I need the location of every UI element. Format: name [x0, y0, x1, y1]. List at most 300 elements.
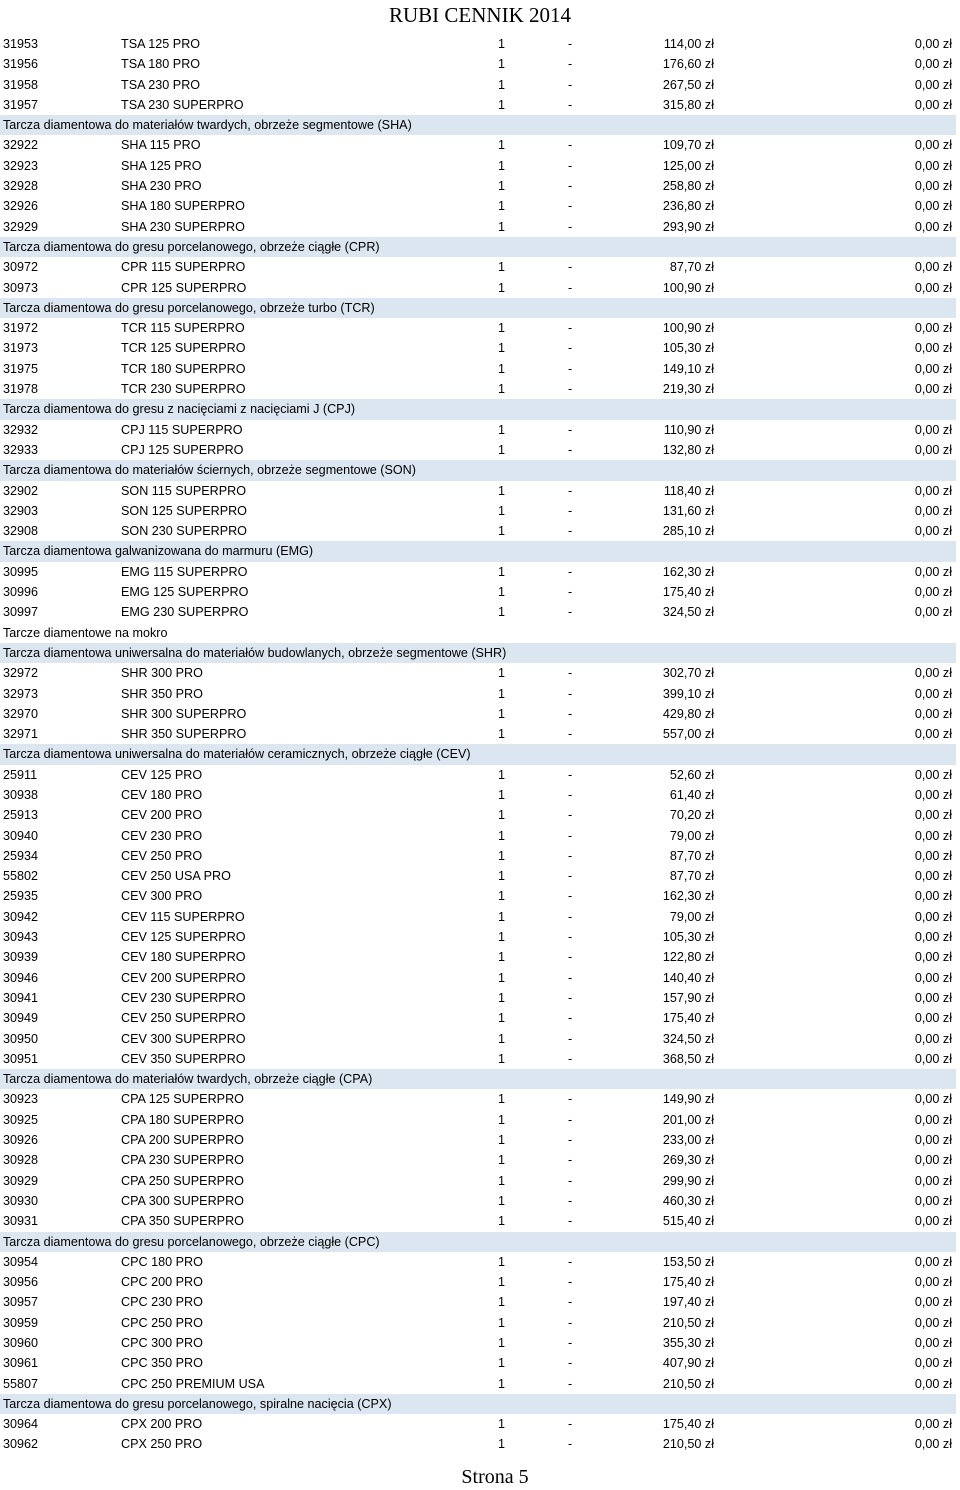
price: 429,80 zł: [662, 706, 714, 721]
table-row: [0, 75, 956, 95]
product-code: 32923: [3, 158, 39, 173]
product-code: 30950: [3, 1031, 39, 1046]
quantity: 1: [498, 727, 506, 742]
price: 368,50 zł: [662, 1051, 714, 1066]
discount-dash: -: [568, 909, 573, 924]
section-header-row: [0, 115, 956, 135]
price: 557,00 zł: [662, 727, 714, 742]
table-row: [0, 318, 956, 338]
product-code: 30925: [3, 1112, 39, 1127]
price: 87,70 zł: [669, 848, 714, 863]
table-row: [0, 988, 956, 1008]
product-code: 30959: [3, 1315, 39, 1330]
product-name: CPA 200 SUPERPRO: [121, 1133, 244, 1148]
product-name: CPA 250 SUPERPRO: [121, 1173, 244, 1188]
discount-dash: -: [568, 666, 573, 681]
product-name: CPA 300 SUPERPRO: [121, 1193, 244, 1208]
extra-price: 0,00 zł: [914, 1336, 952, 1350]
price: 299,90 zł: [662, 1173, 714, 1188]
table-row: [0, 1008, 956, 1028]
product-code: 30951: [3, 1051, 39, 1066]
price: 293,90 zł: [662, 219, 714, 234]
quantity: 1: [498, 1153, 506, 1168]
extra-price: 0,00 zł: [914, 1275, 952, 1290]
product-name: CEV 115 SUPERPRO: [121, 909, 245, 924]
table-row: [0, 846, 956, 866]
extra-price: 0,00 zł: [914, 1133, 952, 1148]
product-name: CEV 300 SUPERPRO: [121, 1031, 246, 1046]
extra-price: 0,00 zł: [914, 158, 952, 173]
discount-dash: -: [568, 585, 573, 600]
extra-price: 0,00 zł: [914, 1437, 952, 1452]
table-row: [0, 1353, 956, 1373]
price-table: [0, 34, 956, 1455]
discount-dash: -: [568, 1417, 573, 1432]
product-name: CEV 180 SUPERPRO: [121, 950, 246, 965]
discount-dash: -: [568, 1275, 573, 1290]
product-name: CPC 230 PRO: [121, 1295, 203, 1310]
product-name: SON 230 SUPERPRO: [121, 524, 247, 539]
discount-dash: -: [568, 869, 573, 884]
price: 219,30 zł: [662, 382, 714, 397]
discount-dash: -: [568, 564, 573, 579]
product-code: 30995: [3, 564, 39, 579]
price: 269,30 zł: [662, 1153, 714, 1168]
table-row: [0, 1374, 956, 1394]
section-header-row: [0, 643, 956, 663]
table-row: [0, 582, 956, 602]
table-row: [0, 95, 956, 115]
product-code: 31957: [3, 97, 39, 112]
quantity: 1: [498, 1112, 506, 1127]
price: 87,70 zł: [669, 260, 714, 275]
section-header-row: [0, 1069, 956, 1089]
product-code: 32902: [3, 483, 39, 498]
product-name: EMG 125 SUPERPRO: [121, 585, 249, 600]
table-row: [0, 1171, 956, 1191]
product-name: CPC 250 PRO: [121, 1315, 203, 1330]
extra-price: 0,00 zł: [914, 199, 952, 214]
quantity: 1: [498, 1315, 506, 1330]
quantity: 1: [498, 1173, 506, 1188]
price: 153,50 zł: [662, 1254, 714, 1269]
product-name: SHR 300 PRO: [121, 666, 203, 681]
quantity: 1: [498, 57, 506, 72]
product-name: CEV 125 SUPERPRO: [121, 930, 246, 945]
product-code: 32932: [3, 422, 39, 437]
table-row: [0, 1150, 956, 1170]
product-name: CPA 230 SUPERPRO: [121, 1153, 244, 1168]
table-row: [0, 866, 956, 886]
extra-price: 0,00 zł: [914, 787, 952, 802]
product-name: CPA 180 SUPERPRO: [121, 1112, 244, 1127]
section-header-row: [0, 399, 956, 419]
discount-dash: -: [568, 57, 573, 72]
quantity: 1: [498, 950, 506, 965]
price: 175,40 zł: [662, 1011, 714, 1026]
product-name: CPX 250 PRO: [121, 1437, 203, 1452]
quantity: 1: [498, 990, 506, 1005]
product-code: 32929: [3, 219, 39, 234]
extra-price: 0,00 zł: [914, 1011, 952, 1026]
discount-dash: -: [568, 1356, 573, 1371]
product-code: 30939: [3, 950, 39, 965]
product-name: CEV 180 PRO: [121, 787, 203, 802]
price: 324,50 zł: [662, 1031, 714, 1046]
product-name: CEV 300 PRO: [121, 889, 203, 904]
product-name: CEV 125 PRO: [121, 767, 203, 782]
extra-price: 0,00 zł: [914, 909, 952, 924]
product-name: CEV 250 USA PRO: [121, 869, 231, 884]
product-code: 25935: [3, 889, 39, 904]
price: 210,50 zł: [662, 1437, 714, 1452]
quantity: 1: [498, 828, 506, 843]
product-name: CPC 180 PRO: [121, 1254, 203, 1269]
group-heading: [0, 623, 956, 643]
section-header-row: [0, 237, 956, 257]
quantity: 1: [498, 787, 506, 802]
discount-dash: -: [568, 280, 573, 295]
discount-dash: -: [568, 361, 573, 376]
extra-price: 0,00 zł: [914, 767, 952, 782]
quantity: 1: [498, 1376, 506, 1391]
table-row: [0, 684, 956, 704]
extra-price: 0,00 zł: [914, 422, 952, 437]
price: 79,00 zł: [669, 828, 714, 843]
section-header-row: [0, 1394, 956, 1414]
discount-dash: -: [568, 382, 573, 397]
product-code: 25911: [3, 767, 38, 782]
extra-price: 0,00 zł: [914, 503, 952, 518]
price: 233,00 zł: [662, 1133, 714, 1148]
extra-price: 0,00 zł: [914, 1356, 952, 1371]
product-name: CPC 250 PREMIUM USA: [121, 1376, 265, 1391]
table-row: [0, 1414, 956, 1434]
price: 70,20 zł: [669, 808, 714, 823]
discount-dash: -: [568, 199, 573, 214]
quantity: 1: [498, 1011, 506, 1026]
discount-dash: -: [568, 990, 573, 1005]
discount-dash: -: [568, 97, 573, 112]
product-name: SHA 180 SUPERPRO: [121, 199, 245, 214]
product-code: 32933: [3, 442, 39, 457]
price: 87,70 zł: [669, 869, 714, 884]
product-code: 31953: [3, 37, 39, 51]
product-code: 30954: [3, 1254, 39, 1269]
discount-dash: -: [568, 1295, 573, 1310]
table-row: [0, 34, 956, 54]
extra-price: 0,00 zł: [914, 321, 952, 336]
product-name: CEV 350 SUPERPRO: [121, 1051, 246, 1066]
table-row: [0, 805, 956, 825]
product-name: CEV 200 PRO: [121, 808, 203, 823]
product-name: SHR 300 SUPERPRO: [121, 706, 247, 721]
product-name: CEV 230 PRO: [121, 828, 203, 843]
section-title: Tarcza diamentowa do materiałów ściernych, obrzeże segmentowe (SON): [3, 463, 416, 478]
table-row: [0, 1313, 956, 1333]
table-row: [0, 54, 956, 74]
product-code: 30960: [3, 1336, 39, 1350]
discount-dash: -: [568, 787, 573, 802]
extra-price: 0,00 zł: [914, 1092, 952, 1107]
table-row: [0, 379, 956, 399]
price: 407,90 zł: [662, 1356, 714, 1371]
product-code: 30930: [3, 1193, 39, 1208]
discount-dash: -: [568, 950, 573, 965]
product-code: 30931: [3, 1214, 39, 1229]
price: 125,00 zł: [662, 158, 714, 173]
page-header: [0, 0, 960, 30]
price: 52,60 zł: [669, 767, 714, 782]
discount-dash: -: [568, 1376, 573, 1391]
price: 149,90 zł: [662, 1092, 714, 1107]
table-row: [0, 1029, 956, 1049]
product-code: 30961: [3, 1356, 39, 1371]
extra-price: 0,00 zł: [914, 970, 952, 985]
extra-price: 0,00 zł: [914, 848, 952, 863]
extra-price: 0,00 zł: [914, 1254, 952, 1269]
section-title: Tarcza diamentowa uniwersalna do materiałów budowlanych, obrzeże segmentowe (SHR): [3, 645, 507, 660]
price: 122,80 zł: [662, 950, 714, 965]
quantity: 1: [498, 909, 506, 924]
quantity: 1: [498, 97, 506, 112]
discount-dash: -: [568, 77, 573, 92]
price: 175,40 zł: [662, 585, 714, 600]
extra-price: 0,00 zł: [914, 706, 952, 721]
price: 355,30 zł: [662, 1336, 714, 1350]
product-code: 30956: [3, 1275, 39, 1290]
section-title: Tarcza diamentowa galwanizowana do marmuru (EMG): [3, 544, 314, 559]
discount-dash: -: [568, 260, 573, 275]
discount-dash: -: [568, 767, 573, 782]
table-row: [0, 602, 956, 622]
product-name: CEV 250 SUPERPRO: [121, 1011, 246, 1026]
discount-dash: -: [568, 1336, 573, 1350]
price: 285,10 zł: [662, 524, 714, 539]
extra-price: 0,00 zł: [914, 37, 952, 51]
extra-price: 0,00 zł: [914, 138, 952, 153]
table-row: [0, 176, 956, 196]
table-row: [0, 1292, 956, 1312]
price: 109,70 zł: [662, 138, 714, 153]
product-name: TSA 230 SUPERPRO: [121, 97, 244, 112]
quantity: 1: [498, 767, 506, 782]
quantity: 1: [498, 1275, 506, 1290]
quantity: 1: [498, 77, 506, 92]
price: 118,40 zł: [663, 483, 714, 498]
product-name: SHA 230 SUPERPRO: [121, 219, 245, 234]
price: 140,40 zł: [662, 970, 714, 985]
price: 100,90 zł: [662, 280, 714, 295]
product-name: TSA 230 PRO: [121, 77, 201, 92]
page-title: RUBI CENNIK 2014: [389, 2, 571, 27]
section-title: Tarcza diamentowa do gresu z nacięciami z nacięciami J (CPJ): [3, 402, 356, 417]
discount-dash: -: [568, 1051, 573, 1066]
quantity: 1: [498, 260, 506, 275]
table-row: [0, 947, 956, 967]
quantity: 1: [498, 1437, 506, 1452]
section-header-row: [0, 541, 956, 561]
price: 210,50 zł: [662, 1376, 714, 1391]
table-row: [0, 359, 956, 379]
quantity: 1: [498, 1336, 506, 1350]
table-row: [0, 562, 956, 582]
table-row: [0, 481, 956, 501]
table-row: [0, 1434, 956, 1454]
extra-price: 0,00 zł: [914, 1376, 952, 1391]
table-row: [0, 257, 956, 277]
price: 105,30 zł: [662, 341, 714, 356]
quantity: 1: [498, 422, 506, 437]
table-row: [0, 278, 956, 298]
section-title: Tarcza diamentowa do gresu porcelanowego, obrzeże turbo (TCR): [3, 300, 375, 315]
quantity: 1: [498, 199, 506, 214]
discount-dash: -: [568, 706, 573, 721]
extra-price: 0,00 zł: [914, 1051, 952, 1066]
table-row: [0, 156, 956, 176]
discount-dash: -: [568, 422, 573, 437]
discount-dash: -: [568, 889, 573, 904]
quantity: 1: [498, 686, 506, 701]
product-name: CPR 125 SUPERPRO: [121, 280, 247, 295]
price: 515,40 zł: [662, 1214, 714, 1229]
discount-dash: -: [568, 1315, 573, 1330]
table-row: [0, 420, 956, 440]
discount-dash: -: [568, 483, 573, 498]
extra-price: 0,00 zł: [914, 1193, 952, 1208]
product-code: 55807: [3, 1376, 39, 1391]
table-row: [0, 886, 956, 906]
table-row: [0, 217, 956, 237]
product-name: SON 125 SUPERPRO: [121, 503, 247, 518]
discount-dash: -: [568, 219, 573, 234]
table-row: [0, 196, 956, 216]
price: 175,40 zł: [662, 1275, 714, 1290]
price: 114,00 zł: [663, 37, 714, 51]
product-code: 31958: [3, 77, 39, 92]
section-title: Tarcza diamentowa do gresu porcelanowego, obrzeże ciągłe (CPC): [3, 1234, 380, 1249]
product-code: 55802: [3, 869, 39, 884]
section-header-row: [0, 1232, 956, 1252]
table-row: [0, 826, 956, 846]
table-row: [0, 135, 956, 155]
quantity: 1: [498, 889, 506, 904]
product-name: CPC 350 PRO: [121, 1356, 203, 1371]
section-title: Tarcza diamentowa uniwersalna do materiałów ceramicznych, obrzeże ciągłe (CEV): [3, 747, 471, 762]
extra-price: 0,00 zł: [914, 97, 952, 112]
price: 258,80 zł: [662, 179, 714, 194]
quantity: 1: [498, 930, 506, 945]
product-code: 30996: [3, 585, 39, 600]
product-name: CPX 200 PRO: [121, 1417, 203, 1432]
discount-dash: -: [568, 1214, 573, 1229]
quantity: 1: [498, 321, 506, 336]
product-code: 32926: [3, 199, 39, 214]
product-code: 31972: [3, 321, 39, 336]
discount-dash: -: [568, 1173, 573, 1188]
quantity: 1: [498, 848, 506, 863]
product-name: CPC 300 PRO: [121, 1336, 203, 1350]
extra-price: 0,00 zł: [914, 1214, 952, 1229]
product-name: SHR 350 PRO: [121, 686, 203, 701]
quantity: 1: [498, 1254, 506, 1269]
extra-price: 0,00 zł: [914, 1112, 952, 1127]
price: 157,90 zł: [662, 990, 714, 1005]
extra-price: 0,00 zł: [914, 1295, 952, 1310]
table-row: [0, 1252, 956, 1272]
quantity: 1: [498, 585, 506, 600]
section-title: Tarcze diamentowe na mokro: [3, 625, 168, 640]
price: 197,40 zł: [662, 1295, 714, 1310]
product-name: TCR 125 SUPERPRO: [121, 341, 246, 356]
quantity: 1: [498, 483, 506, 498]
product-code: 32928: [3, 179, 39, 194]
table-row: [0, 907, 956, 927]
product-code: 32972: [3, 666, 39, 681]
discount-dash: -: [568, 1193, 573, 1208]
discount-dash: -: [568, 828, 573, 843]
quantity: 1: [498, 442, 506, 457]
product-code: 30928: [3, 1153, 39, 1168]
quantity: 1: [498, 706, 506, 721]
quantity: 1: [498, 605, 506, 620]
product-code: 30940: [3, 828, 39, 843]
discount-dash: -: [568, 442, 573, 457]
table-row: [0, 1049, 956, 1069]
discount-dash: -: [568, 1254, 573, 1269]
extra-price: 0,00 zł: [914, 1173, 952, 1188]
quantity: 1: [498, 219, 506, 234]
product-code: 30943: [3, 930, 39, 945]
quantity: 1: [498, 1356, 506, 1371]
price: 105,30 zł: [662, 930, 714, 945]
section-header-row: [0, 744, 956, 764]
quantity: 1: [498, 1417, 506, 1432]
product-name: SHA 115 PRO: [121, 138, 201, 153]
product-name: CEV 230 SUPERPRO: [121, 990, 246, 1005]
quantity: 1: [498, 382, 506, 397]
product-name: TCR 230 SUPERPRO: [121, 382, 246, 397]
discount-dash: -: [568, 1437, 573, 1452]
quantity: 1: [498, 1193, 506, 1208]
price: 210,50 zł: [662, 1315, 714, 1330]
product-name: TCR 180 SUPERPRO: [121, 361, 246, 376]
product-code: 32970: [3, 706, 39, 721]
extra-price: 0,00 zł: [914, 666, 952, 681]
extra-price: 0,00 zł: [914, 605, 952, 620]
discount-dash: -: [568, 848, 573, 863]
product-name: SHA 125 PRO: [121, 158, 202, 173]
table-row: [0, 501, 956, 521]
product-code: 30962: [3, 1437, 39, 1452]
discount-dash: -: [568, 686, 573, 701]
extra-price: 0,00 zł: [914, 1417, 952, 1432]
table-row: [0, 1191, 956, 1211]
product-code: 32973: [3, 686, 39, 701]
extra-price: 0,00 zł: [914, 1031, 952, 1046]
product-code: 30997: [3, 605, 39, 620]
discount-dash: -: [568, 727, 573, 742]
discount-dash: -: [568, 808, 573, 823]
quantity: 1: [498, 158, 506, 173]
extra-price: 0,00 zł: [914, 483, 952, 498]
extra-price: 0,00 zł: [914, 442, 952, 457]
extra-price: 0,00 zł: [914, 869, 952, 884]
table-row: [0, 440, 956, 460]
discount-dash: -: [568, 179, 573, 194]
extra-price: 0,00 zł: [914, 727, 952, 742]
price: 175,40 zł: [662, 1417, 714, 1432]
